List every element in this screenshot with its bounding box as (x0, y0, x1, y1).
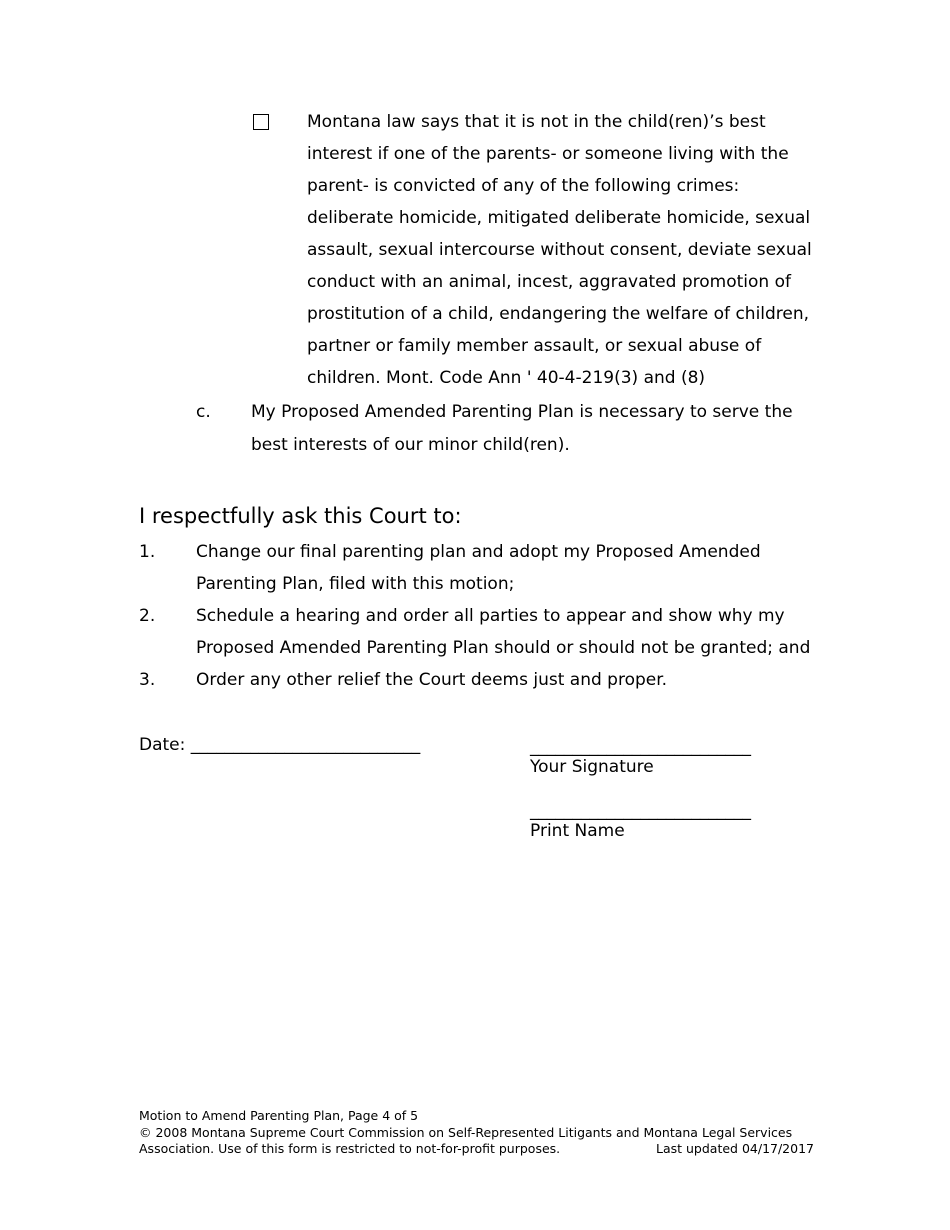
request-text: Order any other relief the Court deems just and proper. (196, 670, 668, 690)
print-name-line[interactable]: __________________________ (530, 801, 751, 821)
page-footer (139, 1108, 814, 1158)
request-number: 1. (139, 542, 156, 562)
signature-label: Your Signature (530, 757, 654, 777)
request-number: 2. (139, 606, 156, 626)
request-number: 3. (139, 670, 156, 690)
footer-usage-restriction: Association. Use of this form is restricted to not-for-profit purposes. (139, 1141, 561, 1156)
footer-last-updated: Last updated 04/17/2017 (655, 1141, 814, 1156)
request-heading: I respectfully ask this Court to: (139, 504, 462, 528)
request-text: Schedule a hearing and order all parties to appear and show why my Proposed Amended Parenting Plan should or should not be granted; and (196, 606, 811, 658)
request-text: Change our final parenting plan and adopt my Proposed Amended Parenting Plan, filed with this motion; (196, 542, 761, 594)
footer-copyright: © 2008 Montana Supreme Court Commission on Self-Represented Litigants and Montana Legal Services (139, 1124, 793, 1140)
date-field[interactable]: Date: ___________________________ (139, 735, 421, 755)
crime-conviction-text: Montana law says that it is not in the child(ren)’s best interest if one of the parents- or someone living with the parent- is convicted of any of the following crimes: deliberate homicide, mitigated deliberate homicide, sexual assault, sexual intercourse without consent, deviate sexual conduct with an animal, incest, aggravated promotion of prostitution of a child, endangering the welfare of children, partner or family member assault, or sexual abuse of children. Mont. Code Ann ' 40-4-219(3) and (8) (307, 112, 812, 388)
signature-line[interactable]: __________________________ (530, 737, 751, 757)
item-c-text: My Proposed Amended Parenting Plan is necessary to serve the best interests of our minor child(ren). (251, 402, 793, 455)
print-name-label: Print Name (530, 821, 625, 841)
footer-page-info: Motion to Amend Parenting Plan, Page 4 of 5 (139, 1108, 419, 1123)
crime-conviction-checkbox[interactable] (253, 114, 269, 130)
item-c-label: c. (196, 402, 211, 422)
